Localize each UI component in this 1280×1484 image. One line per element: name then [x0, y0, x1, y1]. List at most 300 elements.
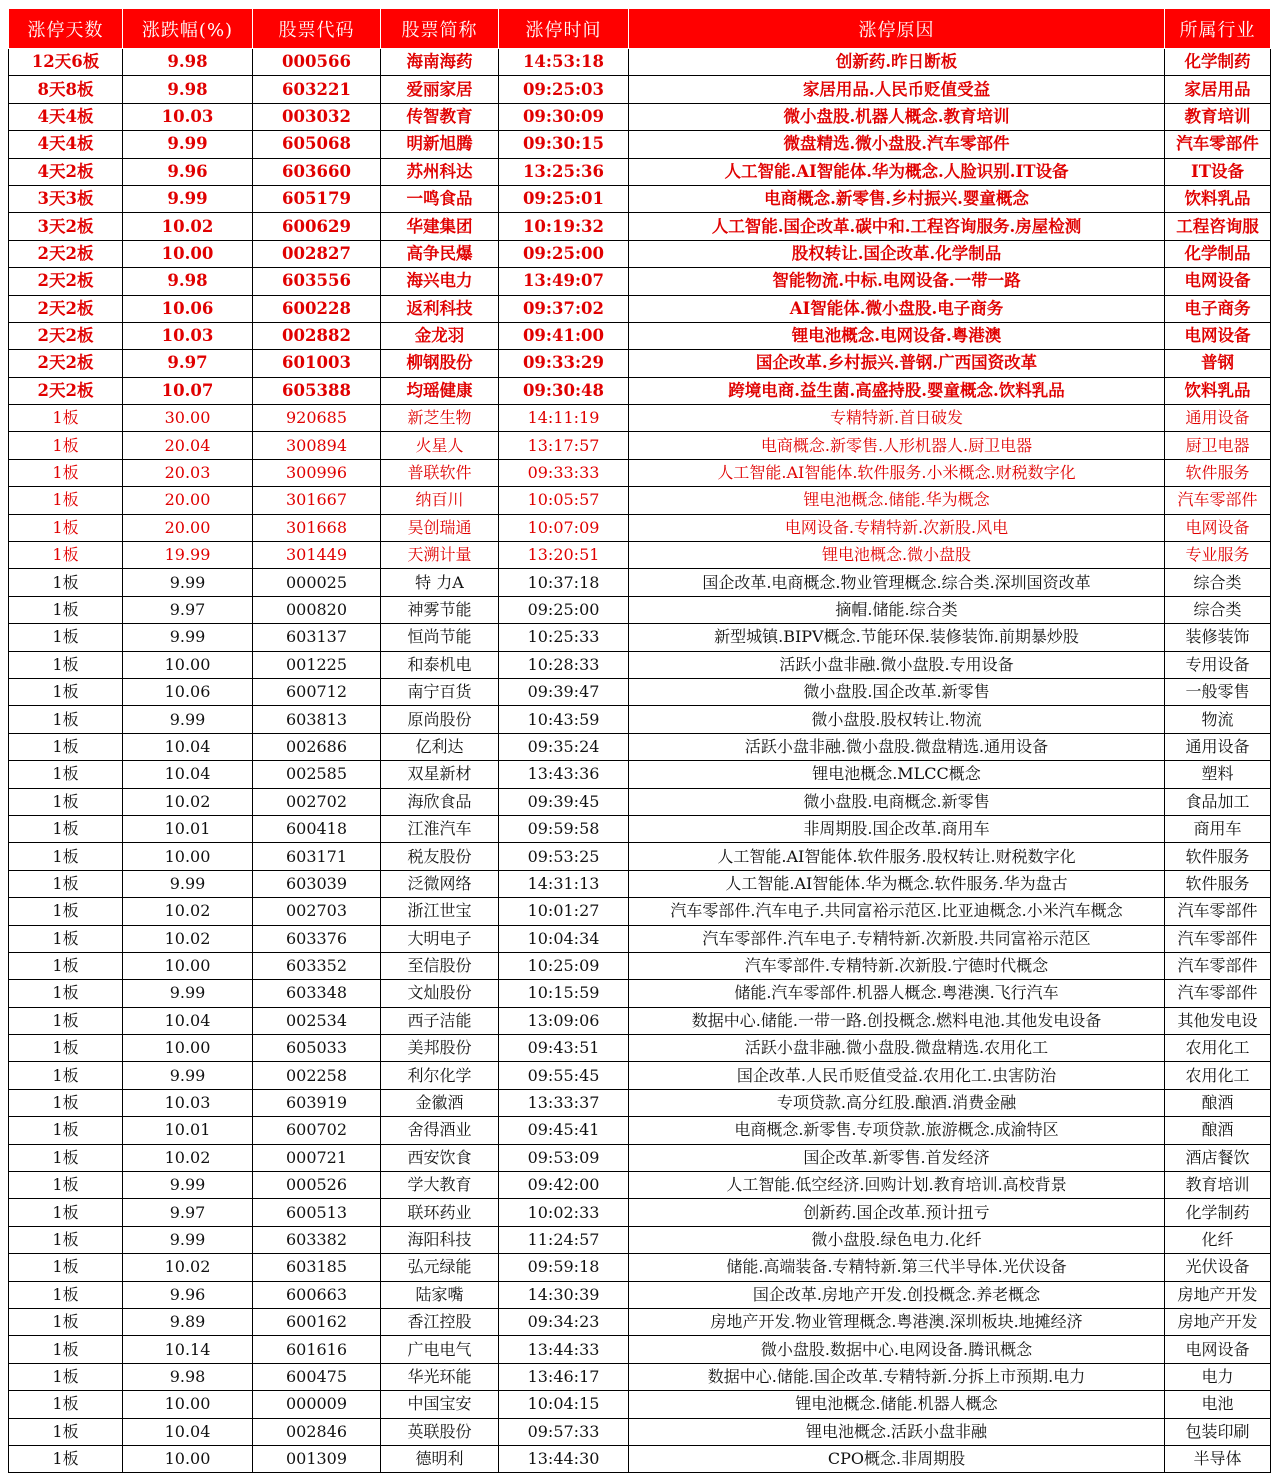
table-row[interactable] — [9, 158, 1271, 185]
header-stock-code[interactable]: 股票代码 — [253, 9, 381, 49]
change-pct-cell: 9.98 — [123, 268, 253, 295]
stock-code-cell: 300894 — [253, 432, 381, 459]
limit-time-cell: 14:30:39 — [499, 1281, 629, 1308]
stock-code-cell: 002534 — [253, 1007, 381, 1034]
table-row[interactable] — [9, 1363, 1271, 1390]
table-row[interactable] — [9, 788, 1271, 815]
stock-name-cell: 德明利 — [381, 1445, 499, 1472]
industry-cell: 饮料乳品 — [1165, 377, 1271, 404]
limit-reason-cell: 人工智能.AI智能体.软件服务.小米概念.财税数字化 — [629, 459, 1165, 486]
stock-code-cell: 600663 — [253, 1281, 381, 1308]
industry-cell: 厨卫电器 — [1165, 432, 1271, 459]
table-row[interactable] — [9, 103, 1271, 130]
limit-reason-cell: 储能.汽车零部件.机器人概念.粤港澳.飞行汽车 — [629, 980, 1165, 1007]
stock-name-cell: 神雾节能 — [381, 596, 499, 623]
limit-time-cell: 10:05:57 — [499, 487, 629, 514]
limit-days-cell: 1板 — [9, 980, 123, 1007]
limit-time-cell: 09:42:00 — [499, 1172, 629, 1199]
table-row[interactable] — [9, 596, 1271, 623]
header-limit-days[interactable]: 涨停天数 — [9, 9, 123, 49]
limit-days-cell: 1板 — [9, 761, 123, 788]
table-row[interactable] — [9, 843, 1271, 870]
limit-reason-cell: 专项贷款.高分红股.酿酒.消费金融 — [629, 1089, 1165, 1116]
limit-time-cell: 09:53:09 — [499, 1144, 629, 1171]
table-row[interactable] — [9, 761, 1271, 788]
stock-name-cell: 高争民爆 — [381, 240, 499, 267]
limit-time-cell: 13:17:57 — [499, 432, 629, 459]
industry-cell: 商用车 — [1165, 815, 1271, 842]
limit-time-cell: 11:24:57 — [499, 1226, 629, 1253]
limit-days-cell: 1板 — [9, 1144, 123, 1171]
table-row[interactable] — [9, 569, 1271, 596]
change-pct-cell: 19.99 — [123, 542, 253, 569]
change-pct-cell: 10.01 — [123, 815, 253, 842]
limit-time-cell: 09:35:24 — [499, 733, 629, 760]
limit-time-cell: 10:28:33 — [499, 651, 629, 678]
stock-code-cell: 003032 — [253, 103, 381, 130]
table-row[interactable] — [9, 1308, 1271, 1335]
change-pct-cell: 9.97 — [123, 596, 253, 623]
stock-code-cell: 603039 — [253, 870, 381, 897]
industry-cell: 综合类 — [1165, 569, 1271, 596]
limit-reason-cell: 活跃小盘非融.微小盘股.微盘精选.通用设备 — [629, 733, 1165, 760]
limit-days-cell: 1板 — [9, 733, 123, 760]
table-row[interactable] — [9, 1226, 1271, 1253]
header-limit-reason[interactable]: 涨停原因 — [629, 9, 1165, 49]
stock-code-cell: 301449 — [253, 542, 381, 569]
limit-days-cell: 4天4板 — [9, 131, 123, 158]
stock-code-cell: 002702 — [253, 788, 381, 815]
change-pct-cell: 10.04 — [123, 761, 253, 788]
industry-cell: 化学制药 — [1165, 1199, 1271, 1226]
limit-reason-cell: 人工智能.低空经济.回购计划.教育培训.高校背景 — [629, 1172, 1165, 1199]
stock-code-cell: 603556 — [253, 268, 381, 295]
limit-time-cell: 09:53:25 — [499, 843, 629, 870]
limit-reason-cell: 人工智能.国企改革.碳中和.工程咨询服务.房屋检测 — [629, 213, 1165, 240]
change-pct-cell: 9.99 — [123, 131, 253, 158]
limit-reason-cell: 锂电池概念.电网设备.粤港澳 — [629, 322, 1165, 349]
change-pct-cell: 30.00 — [123, 405, 253, 432]
table-row[interactable] — [9, 925, 1271, 952]
limit-days-cell: 1板 — [9, 678, 123, 705]
change-pct-cell: 9.99 — [123, 1062, 253, 1089]
change-pct-cell: 9.98 — [123, 1363, 253, 1390]
limit-reason-cell: 电商概念.新零售.专项贷款.旅游概念.成渝特区 — [629, 1117, 1165, 1144]
stock-name-cell: 和泰机电 — [381, 651, 499, 678]
table-row[interactable] — [9, 1254, 1271, 1281]
table-row[interactable] — [9, 870, 1271, 897]
limit-time-cell: 14:53:18 — [499, 49, 629, 76]
limit-time-cell: 09:25:00 — [499, 596, 629, 623]
limit-reason-cell: 微小盘股.绿色电力.化纤 — [629, 1226, 1165, 1253]
header-row — [9, 9, 1271, 49]
stock-code-cell: 000820 — [253, 596, 381, 623]
table-row[interactable] — [9, 487, 1271, 514]
limit-time-cell: 09:45:41 — [499, 1117, 629, 1144]
stock-code-cell: 605388 — [253, 377, 381, 404]
table-row[interactable] — [9, 131, 1271, 158]
limit-reason-cell: 活跃小盘非融.微小盘股.微盘精选.农用化工 — [629, 1035, 1165, 1062]
stock-name-cell: 海欣食品 — [381, 788, 499, 815]
table-row[interactable] — [9, 1172, 1271, 1199]
table-row[interactable] — [9, 678, 1271, 705]
industry-cell: 酿酒 — [1165, 1117, 1271, 1144]
table-row[interactable] — [9, 651, 1271, 678]
change-pct-cell: 9.89 — [123, 1308, 253, 1335]
limit-days-cell: 1板 — [9, 870, 123, 897]
table-row[interactable] — [9, 624, 1271, 651]
industry-cell: 电力 — [1165, 1363, 1271, 1390]
limit-days-cell: 2天2板 — [9, 268, 123, 295]
table-row[interactable] — [9, 49, 1271, 76]
stock-code-cell: 000721 — [253, 1144, 381, 1171]
table-row[interactable] — [9, 76, 1271, 103]
change-pct-cell: 9.96 — [123, 158, 253, 185]
limit-reason-cell: 电网设备.专精特新.次新股.风电 — [629, 514, 1165, 541]
table-row[interactable] — [9, 1035, 1271, 1062]
stock-name-cell: 泛微网络 — [381, 870, 499, 897]
industry-cell: 酒店餐饮 — [1165, 1144, 1271, 1171]
limit-time-cell: 13:09:06 — [499, 1007, 629, 1034]
limit-up-table — [8, 8, 1271, 1473]
industry-cell: 汽车零部件 — [1165, 925, 1271, 952]
stock-name-cell: 广电电气 — [381, 1336, 499, 1363]
limit-time-cell: 09:30:15 — [499, 131, 629, 158]
stock-name-cell: 双星新材 — [381, 761, 499, 788]
limit-reason-cell: 电商概念.新零售.人形机器人.厨卫电器 — [629, 432, 1165, 459]
stock-code-cell: 600475 — [253, 1363, 381, 1390]
limit-reason-cell: 人工智能.AI智能体.软件服务.股权转让.财税数字化 — [629, 843, 1165, 870]
limit-days-cell: 1板 — [9, 569, 123, 596]
table-row[interactable] — [9, 1117, 1271, 1144]
stock-name-cell: 海南海药 — [381, 49, 499, 76]
table-row[interactable] — [9, 1089, 1271, 1116]
stock-code-cell: 603660 — [253, 158, 381, 185]
industry-cell: 电网设备 — [1165, 514, 1271, 541]
limit-time-cell: 10:04:34 — [499, 925, 629, 952]
limit-time-cell: 14:31:13 — [499, 870, 629, 897]
change-pct-cell: 9.99 — [123, 870, 253, 897]
limit-reason-cell: 人工智能.AI智能体.华为概念.人脸识别.IT设备 — [629, 158, 1165, 185]
stock-name-cell: 陆家嘴 — [381, 1281, 499, 1308]
industry-cell: 电网设备 — [1165, 1336, 1271, 1363]
stock-code-cell: 603376 — [253, 925, 381, 952]
limit-days-cell: 1板 — [9, 1089, 123, 1116]
limit-reason-cell: 微小盘股.数据中心.电网设备.腾讯概念 — [629, 1336, 1165, 1363]
limit-reason-cell: 微小盘股.电商概念.新零售 — [629, 788, 1165, 815]
table-row[interactable] — [9, 1062, 1271, 1089]
limit-days-cell: 1板 — [9, 1445, 123, 1472]
stock-code-cell: 600702 — [253, 1117, 381, 1144]
stock-code-cell: 000526 — [253, 1172, 381, 1199]
stock-name-cell: 弘元绿能 — [381, 1254, 499, 1281]
table-row[interactable] — [9, 1391, 1271, 1418]
stock-code-cell: 001309 — [253, 1445, 381, 1472]
stock-code-cell: 603185 — [253, 1254, 381, 1281]
stock-name-cell: 江淮汽车 — [381, 815, 499, 842]
limit-days-cell: 1板 — [9, 1418, 123, 1445]
limit-time-cell: 10:15:59 — [499, 980, 629, 1007]
industry-cell: 电池 — [1165, 1391, 1271, 1418]
stock-name-cell: 海阳科技 — [381, 1226, 499, 1253]
stock-code-cell: 002703 — [253, 898, 381, 925]
limit-time-cell: 09:33:29 — [499, 350, 629, 377]
industry-cell: 软件服务 — [1165, 870, 1271, 897]
limit-time-cell: 09:34:23 — [499, 1308, 629, 1335]
limit-reason-cell: 锂电池概念.储能.华为概念 — [629, 487, 1165, 514]
change-pct-cell: 10.02 — [123, 1144, 253, 1171]
limit-reason-cell: 创新药.国企改革.预计扭亏 — [629, 1199, 1165, 1226]
change-pct-cell: 9.97 — [123, 1199, 253, 1226]
industry-cell: 软件服务 — [1165, 459, 1271, 486]
stock-name-cell: 苏州科达 — [381, 158, 499, 185]
table-row[interactable] — [9, 1007, 1271, 1034]
stock-code-cell: 603137 — [253, 624, 381, 651]
industry-cell: 饮料乳品 — [1165, 185, 1271, 212]
limit-reason-cell: 国企改革.电商概念.物业管理概念.综合类.深圳国资改革 — [629, 569, 1165, 596]
limit-time-cell: 13:25:36 — [499, 158, 629, 185]
industry-cell: 一般零售 — [1165, 678, 1271, 705]
limit-reason-cell: CPO概念.非周期股 — [629, 1445, 1165, 1472]
stock-name-cell: 均瑶健康 — [381, 377, 499, 404]
header-industry[interactable]: 所属行业 — [1165, 9, 1271, 49]
stock-code-cell: 001225 — [253, 651, 381, 678]
industry-cell: 装修装饰 — [1165, 624, 1271, 651]
table-row[interactable] — [9, 1144, 1271, 1171]
limit-days-cell: 3天2板 — [9, 213, 123, 240]
header-stock-name[interactable]: 股票简称 — [381, 9, 499, 49]
stock-code-cell: 600418 — [253, 815, 381, 842]
limit-reason-cell: 创新药.昨日断板 — [629, 49, 1165, 76]
change-pct-cell: 10.00 — [123, 843, 253, 870]
limit-time-cell: 09:43:51 — [499, 1035, 629, 1062]
stock-code-cell: 603171 — [253, 843, 381, 870]
change-pct-cell: 10.02 — [123, 898, 253, 925]
stock-name-cell: 特 力A — [381, 569, 499, 596]
table-row[interactable] — [9, 952, 1271, 979]
stock-name-cell: 金徽酒 — [381, 1089, 499, 1116]
table-row[interactable] — [9, 1418, 1271, 1445]
limit-days-cell: 1板 — [9, 432, 123, 459]
limit-time-cell: 10:43:59 — [499, 706, 629, 733]
change-pct-cell: 10.00 — [123, 651, 253, 678]
limit-days-cell: 2天2板 — [9, 240, 123, 267]
limit-reason-cell: 数据中心.储能.国企改革.专精特新.分拆上市预期.电力 — [629, 1363, 1165, 1390]
limit-time-cell: 09:25:01 — [499, 185, 629, 212]
stock-name-cell: 英联股份 — [381, 1418, 499, 1445]
header-limit-time[interactable]: 涨停时间 — [499, 9, 629, 49]
stock-name-cell: 税友股份 — [381, 843, 499, 870]
stock-code-cell: 600228 — [253, 295, 381, 322]
industry-cell: 专用设备 — [1165, 651, 1271, 678]
limit-days-cell: 1板 — [9, 459, 123, 486]
limit-time-cell: 13:49:07 — [499, 268, 629, 295]
limit-days-cell: 1板 — [9, 952, 123, 979]
table-row[interactable] — [9, 1281, 1271, 1308]
limit-days-cell: 1板 — [9, 1117, 123, 1144]
change-pct-cell: 10.03 — [123, 322, 253, 349]
table-row[interactable] — [9, 733, 1271, 760]
table-row[interactable] — [9, 542, 1271, 569]
table-row[interactable] — [9, 1199, 1271, 1226]
limit-time-cell: 13:33:37 — [499, 1089, 629, 1116]
industry-cell: 电网设备 — [1165, 322, 1271, 349]
limit-reason-cell: 股权转让.国企改革.化学制品 — [629, 240, 1165, 267]
change-pct-cell: 10.00 — [123, 1445, 253, 1472]
limit-time-cell: 09:57:33 — [499, 1418, 629, 1445]
table-row[interactable] — [9, 980, 1271, 1007]
change-pct-cell: 9.96 — [123, 1281, 253, 1308]
limit-days-cell: 4天4板 — [9, 103, 123, 130]
stock-code-cell: 301667 — [253, 487, 381, 514]
table-row[interactable] — [9, 1336, 1271, 1363]
limit-reason-cell: 国企改革.人民币贬值受益.农用化工.虫害防治 — [629, 1062, 1165, 1089]
limit-time-cell: 09:41:00 — [499, 322, 629, 349]
limit-days-cell: 1板 — [9, 815, 123, 842]
limit-reason-cell: 新型城镇.BIPV概念.节能环保.装修装饰.前期暴炒股 — [629, 624, 1165, 651]
limit-days-cell: 1板 — [9, 706, 123, 733]
table-row[interactable] — [9, 295, 1271, 322]
stock-name-cell: 华光环能 — [381, 1363, 499, 1390]
stock-code-cell: 603919 — [253, 1089, 381, 1116]
limit-days-cell: 4天2板 — [9, 158, 123, 185]
limit-reason-cell: 活跃小盘非融.微小盘股.专用设备 — [629, 651, 1165, 678]
limit-days-cell: 1板 — [9, 898, 123, 925]
stock-code-cell: 603813 — [253, 706, 381, 733]
limit-time-cell: 09:59:18 — [499, 1254, 629, 1281]
change-pct-cell: 10.00 — [123, 1035, 253, 1062]
stock-name-cell: 西安饮食 — [381, 1144, 499, 1171]
limit-reason-cell: 跨境电商.益生菌.高盛持股.婴童概念.饮料乳品 — [629, 377, 1165, 404]
limit-reason-cell: 微小盘股.国企改革.新零售 — [629, 678, 1165, 705]
limit-time-cell: 10:07:09 — [499, 514, 629, 541]
header-change-pct[interactable]: 涨跌幅(%) — [123, 9, 253, 49]
industry-cell: 包装印刷 — [1165, 1418, 1271, 1445]
table-row[interactable] — [9, 898, 1271, 925]
change-pct-cell: 9.98 — [123, 49, 253, 76]
stock-code-cell: 603348 — [253, 980, 381, 1007]
stock-code-cell: 002827 — [253, 240, 381, 267]
stock-code-cell: 601003 — [253, 350, 381, 377]
stock-code-cell: 600712 — [253, 678, 381, 705]
stock-code-cell: 300996 — [253, 459, 381, 486]
limit-reason-cell: 非周期股.国企改革.商用车 — [629, 815, 1165, 842]
stock-name-cell: 柳钢股份 — [381, 350, 499, 377]
industry-cell: 综合类 — [1165, 596, 1271, 623]
limit-reason-cell: 家居用品.人民币贬值受益 — [629, 76, 1165, 103]
industry-cell: 食品加工 — [1165, 788, 1271, 815]
limit-days-cell: 2天2板 — [9, 295, 123, 322]
limit-time-cell: 09:30:09 — [499, 103, 629, 130]
stock-name-cell: 明新旭腾 — [381, 131, 499, 158]
limit-reason-cell: 锂电池概念.活跃小盘非融 — [629, 1418, 1165, 1445]
table-row[interactable] — [9, 459, 1271, 486]
industry-cell: 房地产开发 — [1165, 1308, 1271, 1335]
change-pct-cell: 10.00 — [123, 1391, 253, 1418]
industry-cell: 通用设备 — [1165, 405, 1271, 432]
stock-name-cell: 利尔化学 — [381, 1062, 499, 1089]
limit-days-cell: 2天2板 — [9, 350, 123, 377]
stock-name-cell: 中国宝安 — [381, 1391, 499, 1418]
table-row[interactable] — [9, 322, 1271, 349]
table-row[interactable] — [9, 268, 1271, 295]
limit-time-cell: 13:20:51 — [499, 542, 629, 569]
industry-cell: 化学制药 — [1165, 49, 1271, 76]
change-pct-cell: 9.97 — [123, 350, 253, 377]
table-row[interactable] — [9, 240, 1271, 267]
limit-reason-cell: AI智能体.微小盘股.电子商务 — [629, 295, 1165, 322]
limit-time-cell: 10:37:18 — [499, 569, 629, 596]
table-row[interactable] — [9, 377, 1271, 404]
table-row[interactable] — [9, 514, 1271, 541]
stock-code-cell: 002882 — [253, 322, 381, 349]
industry-cell: 塑料 — [1165, 761, 1271, 788]
limit-days-cell: 1板 — [9, 1172, 123, 1199]
change-pct-cell: 10.04 — [123, 733, 253, 760]
industry-cell: 汽车零部件 — [1165, 487, 1271, 514]
limit-days-cell: 3天3板 — [9, 185, 123, 212]
stock-name-cell: 美邦股份 — [381, 1035, 499, 1062]
industry-cell: 房地产开发 — [1165, 1281, 1271, 1308]
stock-name-cell: 一鸣食品 — [381, 185, 499, 212]
industry-cell: IT设备 — [1165, 158, 1271, 185]
limit-time-cell: 10:25:33 — [499, 624, 629, 651]
table-row[interactable] — [9, 350, 1271, 377]
stock-name-cell: 新芝生物 — [381, 405, 499, 432]
change-pct-cell: 20.03 — [123, 459, 253, 486]
stock-name-cell: 普联软件 — [381, 459, 499, 486]
limit-days-cell: 1板 — [9, 1363, 123, 1390]
table-header — [9, 9, 1271, 49]
industry-cell: 专业服务 — [1165, 542, 1271, 569]
stock-name-cell: 纳百川 — [381, 487, 499, 514]
table-row[interactable] — [9, 815, 1271, 842]
change-pct-cell: 9.98 — [123, 76, 253, 103]
limit-reason-cell: 摘帽.储能.综合类 — [629, 596, 1165, 623]
stock-code-cell: 605068 — [253, 131, 381, 158]
change-pct-cell: 20.00 — [123, 514, 253, 541]
table-row[interactable] — [9, 405, 1271, 432]
stock-code-cell: 002846 — [253, 1418, 381, 1445]
industry-cell: 汽车零部件 — [1165, 898, 1271, 925]
industry-cell: 汽车零部件 — [1165, 952, 1271, 979]
stock-name-cell: 昊创瑞通 — [381, 514, 499, 541]
limit-reason-cell: 人工智能.AI智能体.华为概念.软件服务.华为盘古 — [629, 870, 1165, 897]
industry-cell: 汽车零部件 — [1165, 980, 1271, 1007]
limit-reason-cell: 房地产开发.物业管理概念.粤港澳.深圳板块.地摊经济 — [629, 1308, 1165, 1335]
industry-cell: 农用化工 — [1165, 1062, 1271, 1089]
industry-cell: 化学制品 — [1165, 240, 1271, 267]
limit-time-cell: 13:44:30 — [499, 1445, 629, 1472]
limit-reason-cell: 锂电池概念.储能.机器人概念 — [629, 1391, 1165, 1418]
change-pct-cell: 10.06 — [123, 295, 253, 322]
limit-time-cell: 09:33:33 — [499, 459, 629, 486]
table-row[interactable] — [9, 432, 1271, 459]
table-row[interactable] — [9, 706, 1271, 733]
table-row[interactable] — [9, 1445, 1271, 1472]
limit-time-cell: 10:25:09 — [499, 952, 629, 979]
limit-days-cell: 8天8板 — [9, 76, 123, 103]
stock-name-cell: 亿利达 — [381, 733, 499, 760]
table-row[interactable] — [9, 213, 1271, 240]
industry-cell: 电网设备 — [1165, 268, 1271, 295]
limit-reason-cell: 锂电池概念.微小盘股 — [629, 542, 1165, 569]
stock-code-cell: 600629 — [253, 213, 381, 240]
stock-code-cell: 002686 — [253, 733, 381, 760]
limit-time-cell: 09:39:45 — [499, 788, 629, 815]
stock-name-cell: 恒尚节能 — [381, 624, 499, 651]
table-row[interactable] — [9, 185, 1271, 212]
